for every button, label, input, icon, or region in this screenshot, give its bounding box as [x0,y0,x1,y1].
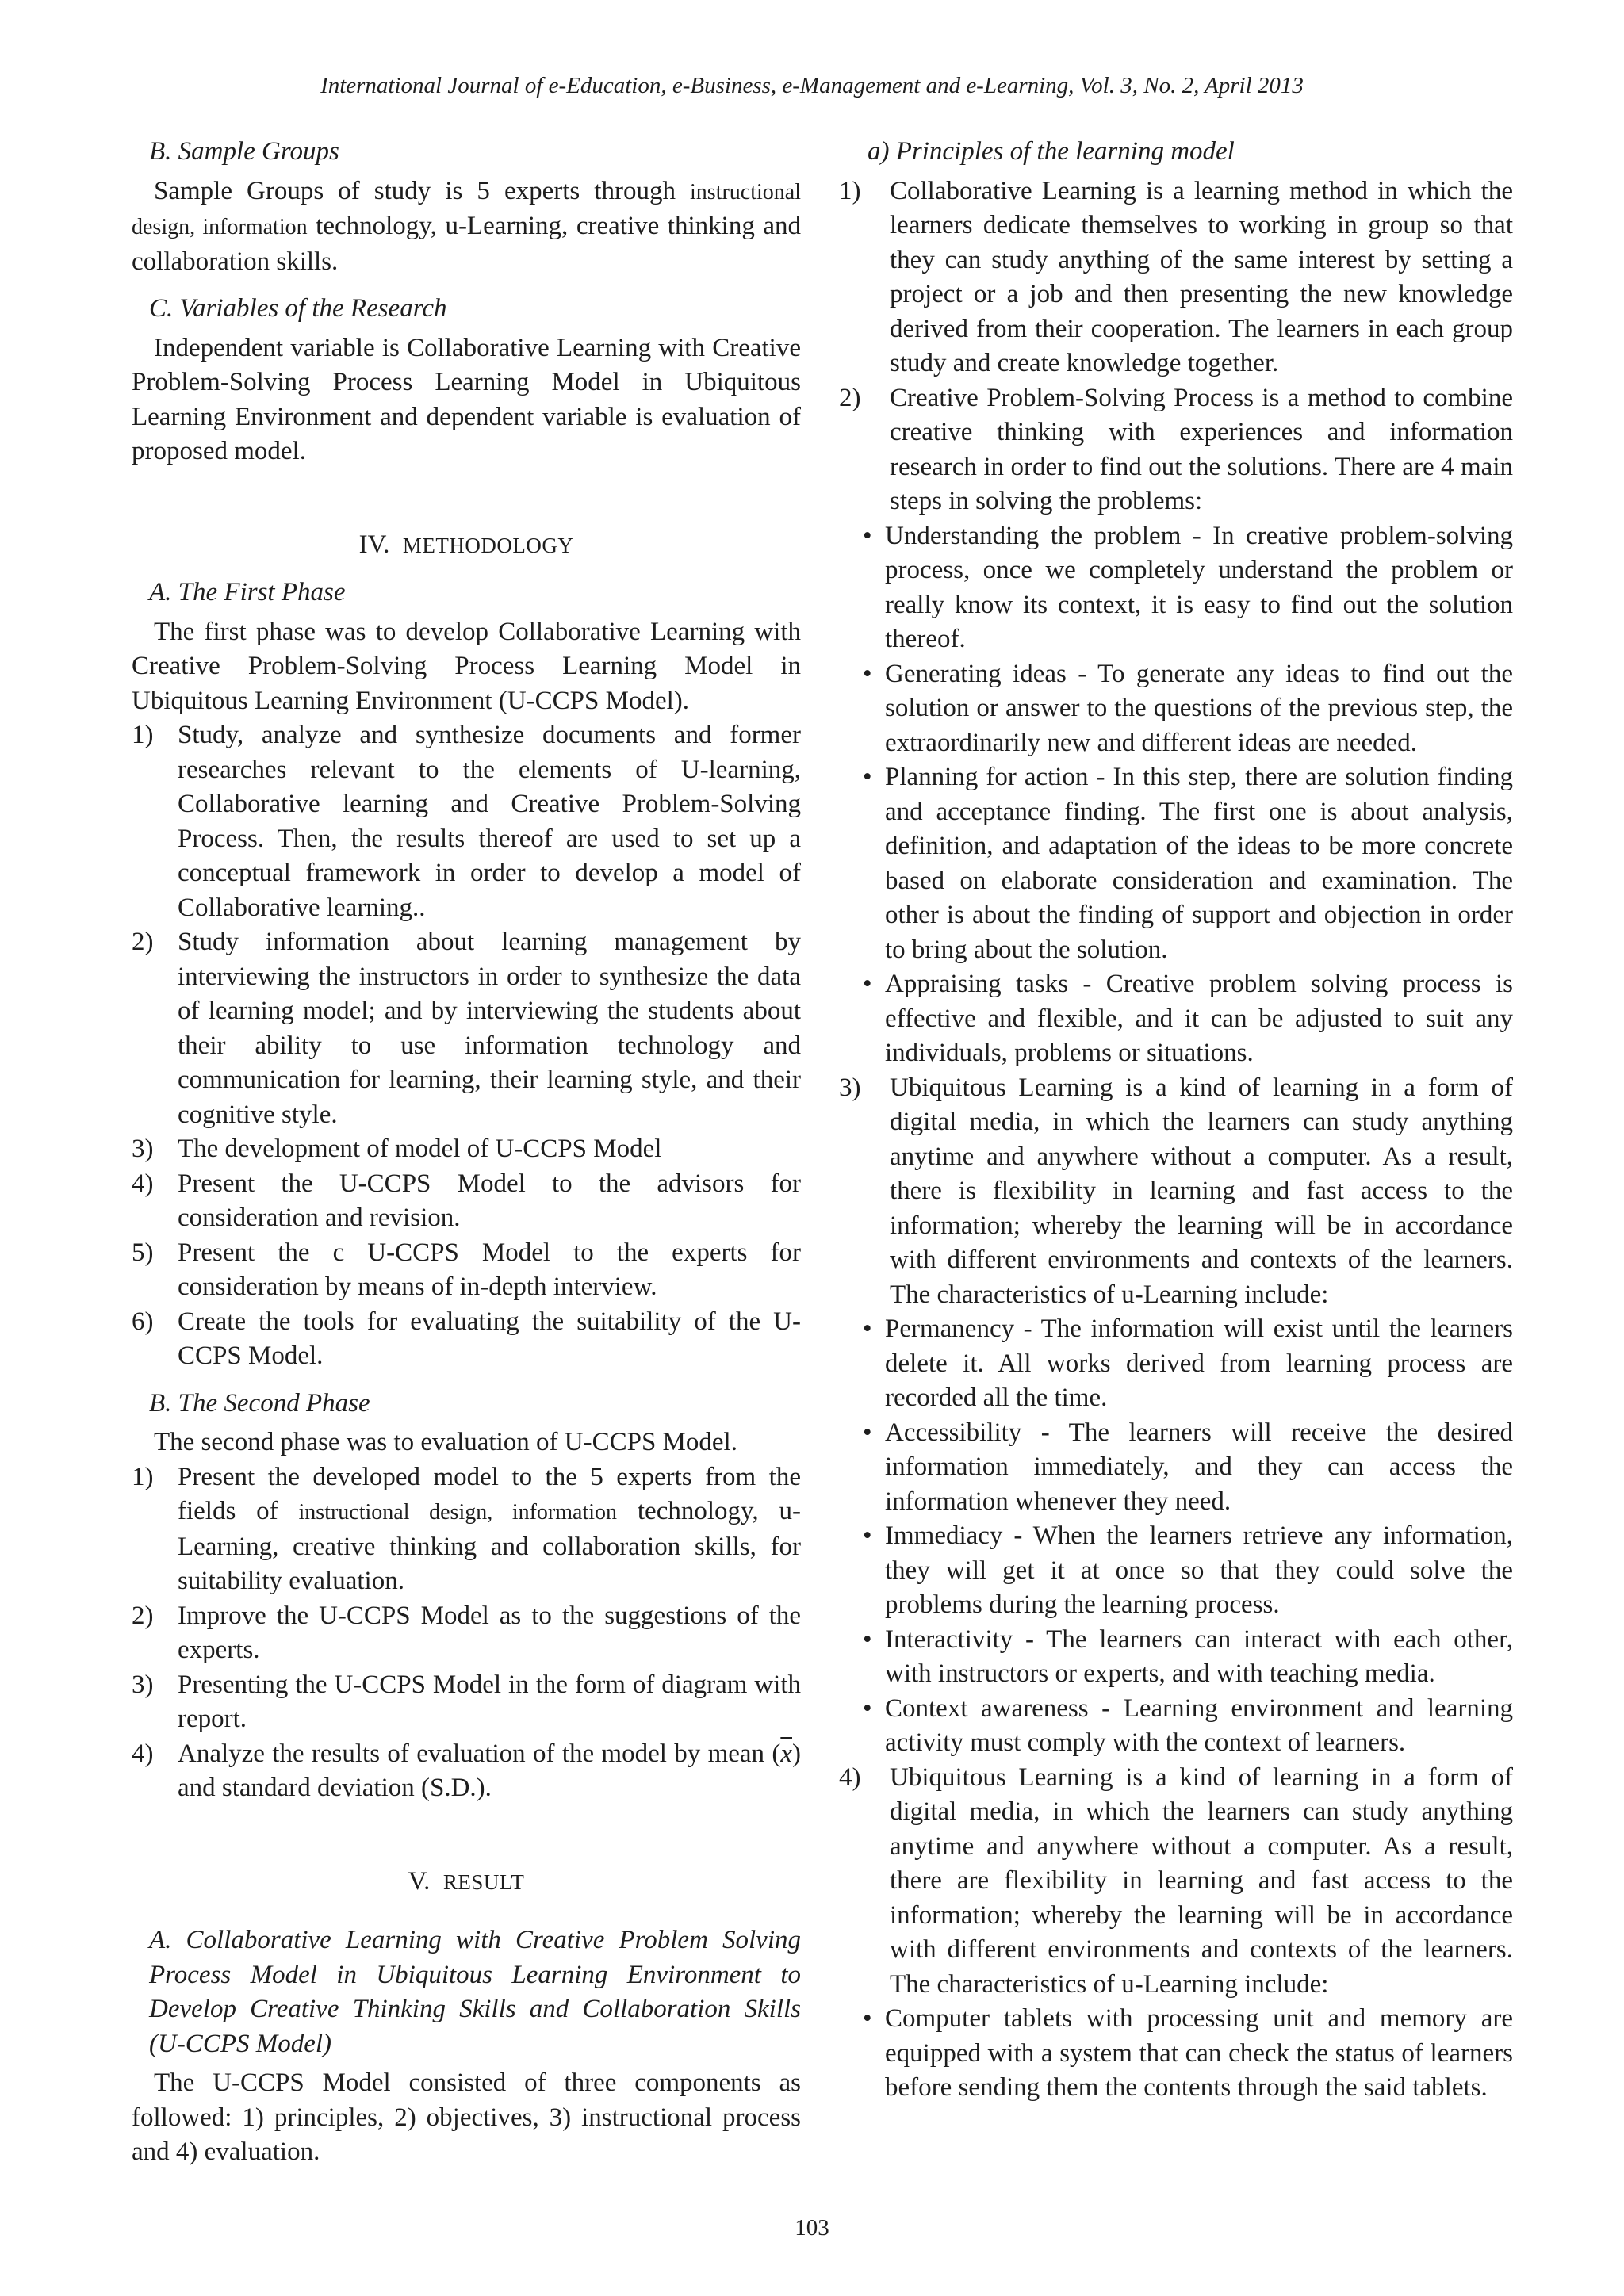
bullet-list [836,1312,1513,1761]
list-item [132,1305,801,1374]
list-number: 1) [132,1462,154,1491]
list-text: Ubiquitous Learning is a kind of learning in a form of digital media, in which the learners can study anything anytime and anywhere without a computer. As a result, there are flexibility in learning and fast access to the information; whereby the learning will be in accordance with different environments and contexts of the learners. The characteristics of u-Learning include: [890,1762,1513,1999]
list-number: 5) [132,1238,154,1267]
bullet-text: Computer tablets with processing unit and memory are equipped with a system that can check the status of learners before sending them the contents through the said tablets. [885,2004,1513,2102]
list-item [132,1737,801,1806]
bullet-list [836,2002,1513,2106]
bullet-text: Generating ideas - To generate any ideas to find out the solution or answer to the questions of the previous step, the extraordinarily new and different ideas are needed. [885,659,1513,757]
bullet-icon: • [863,763,872,791]
list-number: 4) [132,1169,154,1198]
list-item [836,1071,1513,1313]
bullet-item [836,657,1513,761]
list-text-part: Analyze the results of evaluation of the model by mean ( [178,1739,781,1768]
bullet-item [836,1312,1513,1416]
list-number: 1) [839,176,861,205]
bullet-icon: • [863,1314,872,1343]
sample-groups-text-a: Sample Groups of study is 5 experts through [154,176,691,205]
list-item [132,925,801,1132]
list-number: 2) [132,1601,154,1630]
section-title: RESULT [442,1869,525,1894]
list-text: Present the c U-CCPS Model to the experts for consideration by means of in-depth interview. [178,1238,801,1301]
bullet-text: Immediacy - When the learners retrieve any information, they will get it at once so that they could solve the problems during the learning process. [885,1521,1513,1619]
result-paragraph: The U-CCPS Model consisted of three components as followed: 1) principles, 2) objectives, 3) instructional process and 4) evaluation. [132,2068,801,2166]
first-phase-list [132,718,801,1374]
subsection-heading-second-phase: B. The Second Phase [149,1388,370,1418]
list-number: 3) [839,1073,861,1102]
list-number: 1) [132,721,154,749]
section-heading-methodology [132,528,801,564]
section-number: V. [408,1866,431,1896]
sample-groups-paragraph [132,174,801,280]
list-text-part: technology, u-Learning, creative thinking and collaboration skills, for suitability evaluation. [178,1497,801,1595]
list-number: 3) [132,1670,154,1699]
subsubsection-heading-principles: a) Principles of the learning model [868,137,1235,166]
bullet-icon: • [863,2004,872,2033]
bullet-item [836,1416,1513,1520]
subsection-heading-first-phase: A. The First Phase [149,578,346,607]
bullet-item [836,1519,1513,1623]
list-item [836,174,1513,381]
bullet-text: Permanency - The information will exist until the learners delete it. All works derived from learning process are recorded all the time. [885,1314,1513,1412]
running-header: International Journal of e-Education, e-Business, e-Management and e-Learning, Vol. 3, No. 2, April 2013 [320,73,1304,98]
bullet-text: Understanding the problem - In creative problem-solving process, once we completely understand the problem or really know its context, it is easy to find out the solution thereof. [885,521,1513,653]
section-title: METHODOLOGY [402,533,574,557]
bullet-list [836,519,1513,1071]
list-number: 2) [132,928,154,956]
list-text: Presenting the U-CCPS Model in the form of diagram with report. [178,1670,801,1733]
list-item [836,1761,1513,2003]
list-text-small: instructional design, information [298,1500,618,1525]
list-number: 4) [839,1762,861,1792]
bullet-item [836,760,1513,967]
second-phase-list [132,1460,801,1806]
list-item [132,1599,801,1668]
bullet-icon: • [863,521,872,550]
page-number: 103 [795,2215,829,2241]
bullet-icon: • [863,1521,872,1550]
bullet-text: Appraising tasks - Creative problem solving process is effective and flexible, and it can be adjusted to suit any individuals, problems or situations. [885,970,1513,1067]
list-text: Collaborative Learning is a learning method in which the learners dedicate themselves to working in group so that they can study anything of the same interest by setting a project or a job and then presenting the new knowledge derived from their cooperation. The learners in each group study and create knowledge together. [890,176,1513,377]
list-number: 6) [132,1307,154,1336]
bullet-icon: • [863,1693,872,1723]
list-text: Study information about learning management by interviewing the instructors in order to synthesize the data of learning model; and by interviewing the students about their ability to use information technology and communication for learning, their learning style, and their cognitive style. [178,928,801,1129]
list-number: 2) [839,383,861,412]
bullet-icon: • [863,1418,872,1447]
list-item [132,1167,801,1236]
list-text: Ubiquitous Learning is a kind of learning in a form of digital media, in which the learners can study anything anytime and anywhere without a computer. As a result, there is flexibility in learning and fast access to the information; whereby the learning will be in accordance with different environments and contexts of the learners. The characteristics of u-Learning include: [890,1073,1513,1309]
bullet-item [836,1692,1513,1761]
list-number: 4) [132,1739,154,1768]
subsection-heading-sample-groups: B. Sample Groups [149,137,339,166]
section-heading-result [132,1865,801,1900]
bullet-text: Interactivity - The learners can interact with each other, with instructors or experts, and with teaching media. [885,1624,1513,1688]
left-column [132,135,801,2170]
subsection-heading-variables: C. Variables of the Research [149,294,447,323]
bullet-item [836,1623,1513,1692]
list-text: Study, analyze and synthesize documents and former researches relevant to the elements of U-learning, Collaborative learning and Creative Problem-Solving Process. Then, the results thereof are used to set up a conceptual framework in order to develop a model of Collaborative learning.. [178,721,801,922]
list-text: The development of model of U-CCPS Model [178,1135,662,1163]
list-item [132,1460,801,1599]
bullet-text: Context awareness - Learning environment and learning activity must comply with the context of learners. [885,1693,1513,1757]
variables-paragraph: Independent variable is Collaborative Learning with Creative Problem-Solving Process Learning Model in Ubiquitous Learning Environment and dependent variable is evaluation of proposed model. [132,333,801,465]
bullet-icon: • [863,659,872,688]
list-text: Creative Problem-Solving Process is a method to combine creative thinking with experiences and information research in order to find out the solutions. There are 4 main steps in solving the problems: [890,383,1513,515]
list-text-part: Present the developed model to the 5 experts from the fields of [178,1462,801,1525]
list-item [132,1236,801,1305]
list-text [178,1737,801,1806]
bullet-item [836,967,1513,1071]
list-item [132,1668,801,1737]
bullet-icon: • [863,1624,872,1654]
list-item [132,1132,801,1167]
list-text: Present the U-CCPS Model to the advisors for consideration and revision. [178,1169,801,1232]
first-phase-intro: The first phase was to develop Collaborative Learning with Creative Problem-Solving Process Learning Model in Ubiquitous Learning Environment (U-CCPS Model). [132,617,801,715]
list-number: 3) [132,1135,154,1163]
list-item [132,718,801,925]
sample-groups-text-b: technology, u-Learning, creative thinking and collaboration skills. [132,212,802,276]
bullet-item [836,2002,1513,2106]
mean-symbol: $\overline{x}$ [780,1739,792,1768]
list-text: Improve the U-CCPS Model as to the suggestions of the experts. [178,1601,801,1664]
section-number: IV. [358,530,390,559]
list-text [178,1460,801,1599]
right-column [836,135,1513,2106]
bullet-item [836,519,1513,657]
bullet-icon: • [863,970,872,998]
subsection-heading-uccps-model: A. Collaborative Learning with Creative Problem Solving Process Model in Ubiquitous Learning Environment to Develop Creative Thinking Skills and Collaboration Skills (U-CCPS Model) [149,1926,801,2058]
list-item [836,381,1513,519]
second-phase-intro: The second phase was to evaluation of U-CCPS Model. [154,1428,737,1456]
list-text-part: ) and standard deviation (S.D.). [178,1739,801,1802]
sample-groups-text-small: instructional design, information [132,179,801,239]
bullet-text: Planning for action - In this step, there are solution finding and acceptance finding. The first one is about analysis, definition, and adaptation of the ideas to be more concrete based on elaborate consideration and examination. The other is about the finding of support and objection in order to bring about the solution. [885,763,1513,964]
bullet-text: Accessibility - The learners will receive the desired information immediately, and they can access the information whenever they need. [885,1418,1513,1516]
list-text: Create the tools for evaluating the suitability of the U-CCPS Model. [178,1307,801,1370]
